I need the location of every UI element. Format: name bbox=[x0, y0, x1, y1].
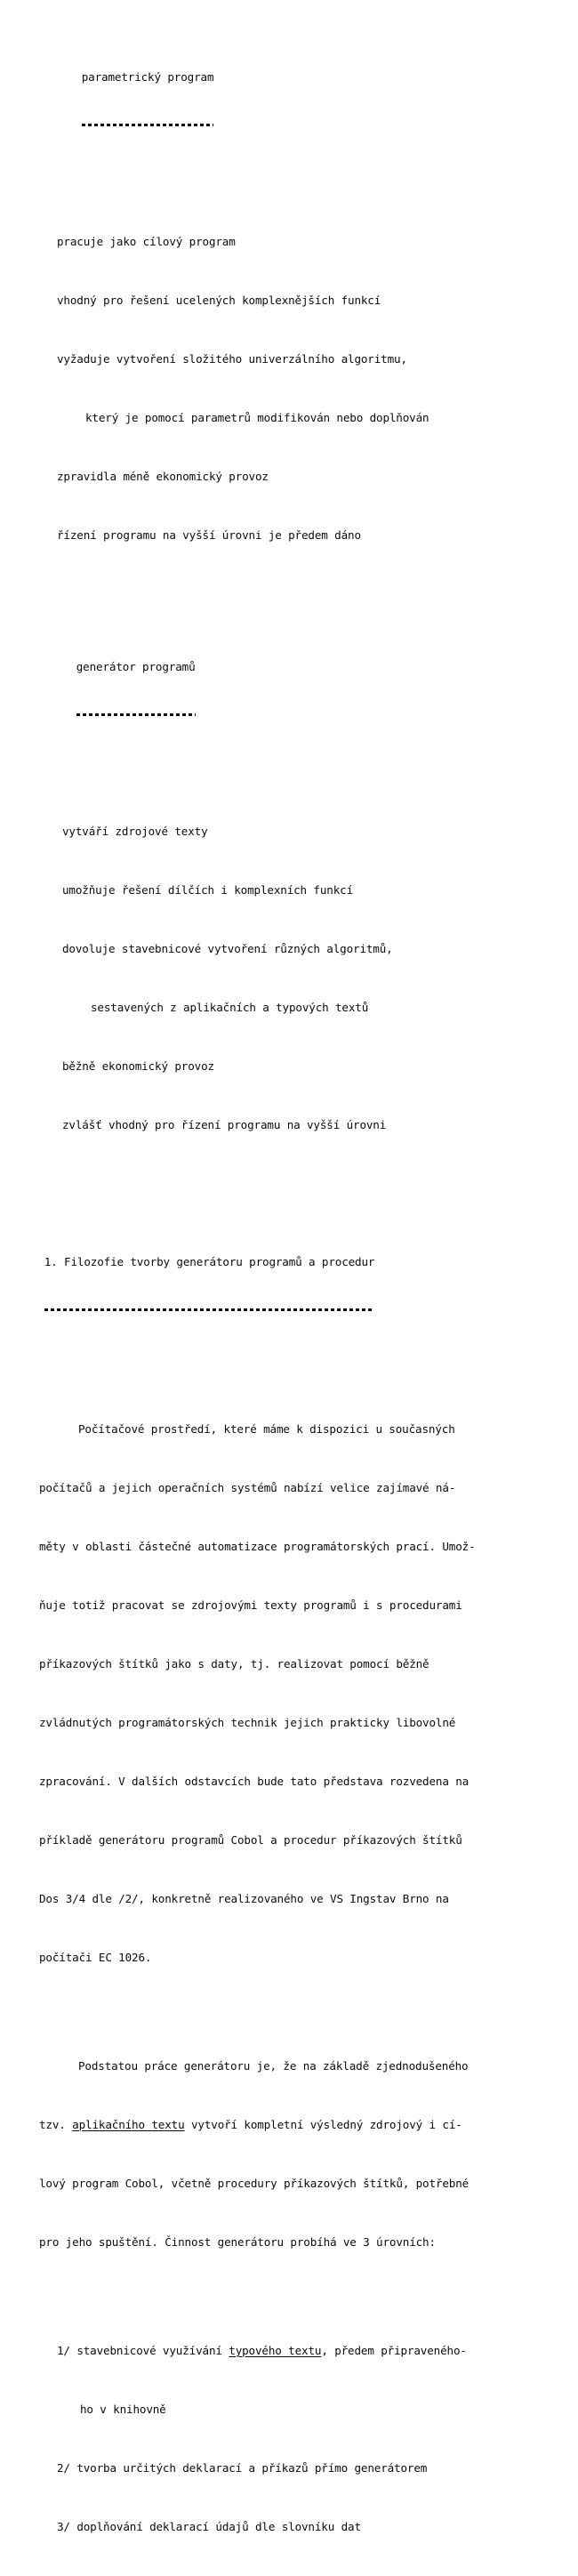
dashed-underline bbox=[82, 124, 214, 126]
numbered-list bbox=[57, 2302, 562, 2576]
item-label: 2/ bbox=[57, 2461, 70, 2475]
emphasized-term: aplikačního textu bbox=[72, 2118, 185, 2131]
list-item: umožňuje řešení dílčích i komplexních funkcí bbox=[62, 883, 354, 897]
item-label: 1/ bbox=[57, 2344, 70, 2357]
heading-text: generátor programů bbox=[76, 660, 196, 673]
item-text-pre: stavebnicové využívání bbox=[76, 2344, 229, 2357]
paragraph-line: příkazových štítků jako s daty, tj. realizovat pomocí běžně bbox=[39, 1657, 429, 1670]
item-label: 3/ bbox=[57, 2520, 70, 2533]
heading-parametricky-program bbox=[82, 28, 214, 165]
paragraph-line: zpracování. V dalších odstavcích bude tato představa rozvedena na bbox=[39, 1775, 470, 1788]
list-item: sestavených z aplikačních a typových textů bbox=[91, 1001, 369, 1014]
heading-generator-programu bbox=[76, 618, 196, 755]
section-heading-line bbox=[44, 1252, 375, 1272]
list-item: vytváří zdrojové texty bbox=[62, 825, 208, 838]
list-item: pracuje jako cílový program bbox=[57, 235, 236, 248]
item-text-pre: doplňování deklarací údajů dle slovníku dat bbox=[76, 2520, 361, 2533]
paragraph-line: ňuje totiž pracovat se zdrojovými texty programů i s procedurami bbox=[39, 1598, 462, 1612]
list-parametricky-items bbox=[16, 193, 562, 584]
dashed-underline bbox=[76, 713, 196, 716]
item-text-post: , předem připraveného- bbox=[321, 2344, 467, 2357]
text-pre: tzv. bbox=[39, 2118, 73, 2131]
paragraph-line: zvládnutých programátorských technik jejich prakticky libovolné bbox=[39, 1716, 456, 1729]
paragraph-line: Dos 3/4 dle /2/, konkretně realizovaného ve VS Ingstav Brno na bbox=[39, 1892, 449, 1905]
paragraph-one bbox=[39, 1381, 562, 2007]
heading-text: parametrický program bbox=[81, 70, 214, 84]
paragraph-two bbox=[39, 2017, 562, 2291]
paragraph-line: příkladě generátoru programů Cobol a procedur příkazových štítků bbox=[39, 1833, 462, 1847]
list-item: který je pomocí parametrů modifikován nebo doplňován bbox=[85, 411, 429, 424]
block-generator-programu bbox=[50, 599, 562, 775]
list-item: vyžaduje vytvoření složitého univerzálního algoritmu, bbox=[57, 352, 407, 366]
text-post: vytvoří kompletní výsledný zdrojový i cí- bbox=[184, 2118, 462, 2131]
numbered-item bbox=[57, 2517, 562, 2537]
paragraph-line: měty v oblasti částečné automatizace programátorských prací. Umož- bbox=[39, 1540, 476, 1553]
numbered-item-continuation: ho v knihovně bbox=[80, 2403, 166, 2416]
numbered-item bbox=[57, 2459, 562, 2478]
paragraph-line: Podstatou práce generátoru je, že na základě zjednodušeného bbox=[78, 2059, 469, 2073]
emphasized-term: typového textu bbox=[229, 2344, 322, 2357]
paragraph-line: pro jeho spuštění. Činnost generátoru probíhá ve 3 úrovních: bbox=[39, 2235, 436, 2249]
list-generator-items bbox=[16, 783, 562, 1174]
list-item: zvlášť vhodný pro řízení programu na vyšší úrovni bbox=[62, 1118, 387, 1131]
section-heading-wrap bbox=[44, 1213, 375, 1350]
numbered-item bbox=[57, 2341, 562, 2361]
section-number: 1. bbox=[44, 1255, 58, 1268]
item-text-pre: tvorba určitých deklarací a příkazů přímo generátorem bbox=[76, 2461, 428, 2475]
section-title-text: Filozofie tvorby generátoru programů a procedur bbox=[64, 1255, 375, 1268]
list-item: běžně ekonomický provoz bbox=[62, 1059, 214, 1073]
paragraph-line: počítači EC 1026. bbox=[39, 1951, 152, 1964]
dashed-underline bbox=[44, 1308, 375, 1311]
paragraph-line: Počítačové prostředí, které máme k dispozici u současných bbox=[78, 1422, 455, 1436]
list-item: vhodný pro řešení ucelených komplexnějších funkcí bbox=[57, 294, 381, 307]
list-item: dovoluje stavebnicové vytvoření různých algoritmů, bbox=[62, 942, 393, 955]
block-parametricky-program bbox=[55, 9, 562, 185]
list-item: řízení programu na vyšší úrovni je předem dáno bbox=[57, 528, 361, 542]
list-item: zpravidla méně ekonomický provoz bbox=[57, 470, 269, 483]
paragraph-line: počítačů a jejich operačních systémů nabízí velice zajímavé ná- bbox=[39, 1481, 456, 1494]
paragraph-line bbox=[39, 2115, 562, 2135]
paragraph-line: lový program Cobol, včetně procedury příkazových štítků, potřebné bbox=[39, 2177, 470, 2190]
section-heading bbox=[18, 1194, 562, 1370]
